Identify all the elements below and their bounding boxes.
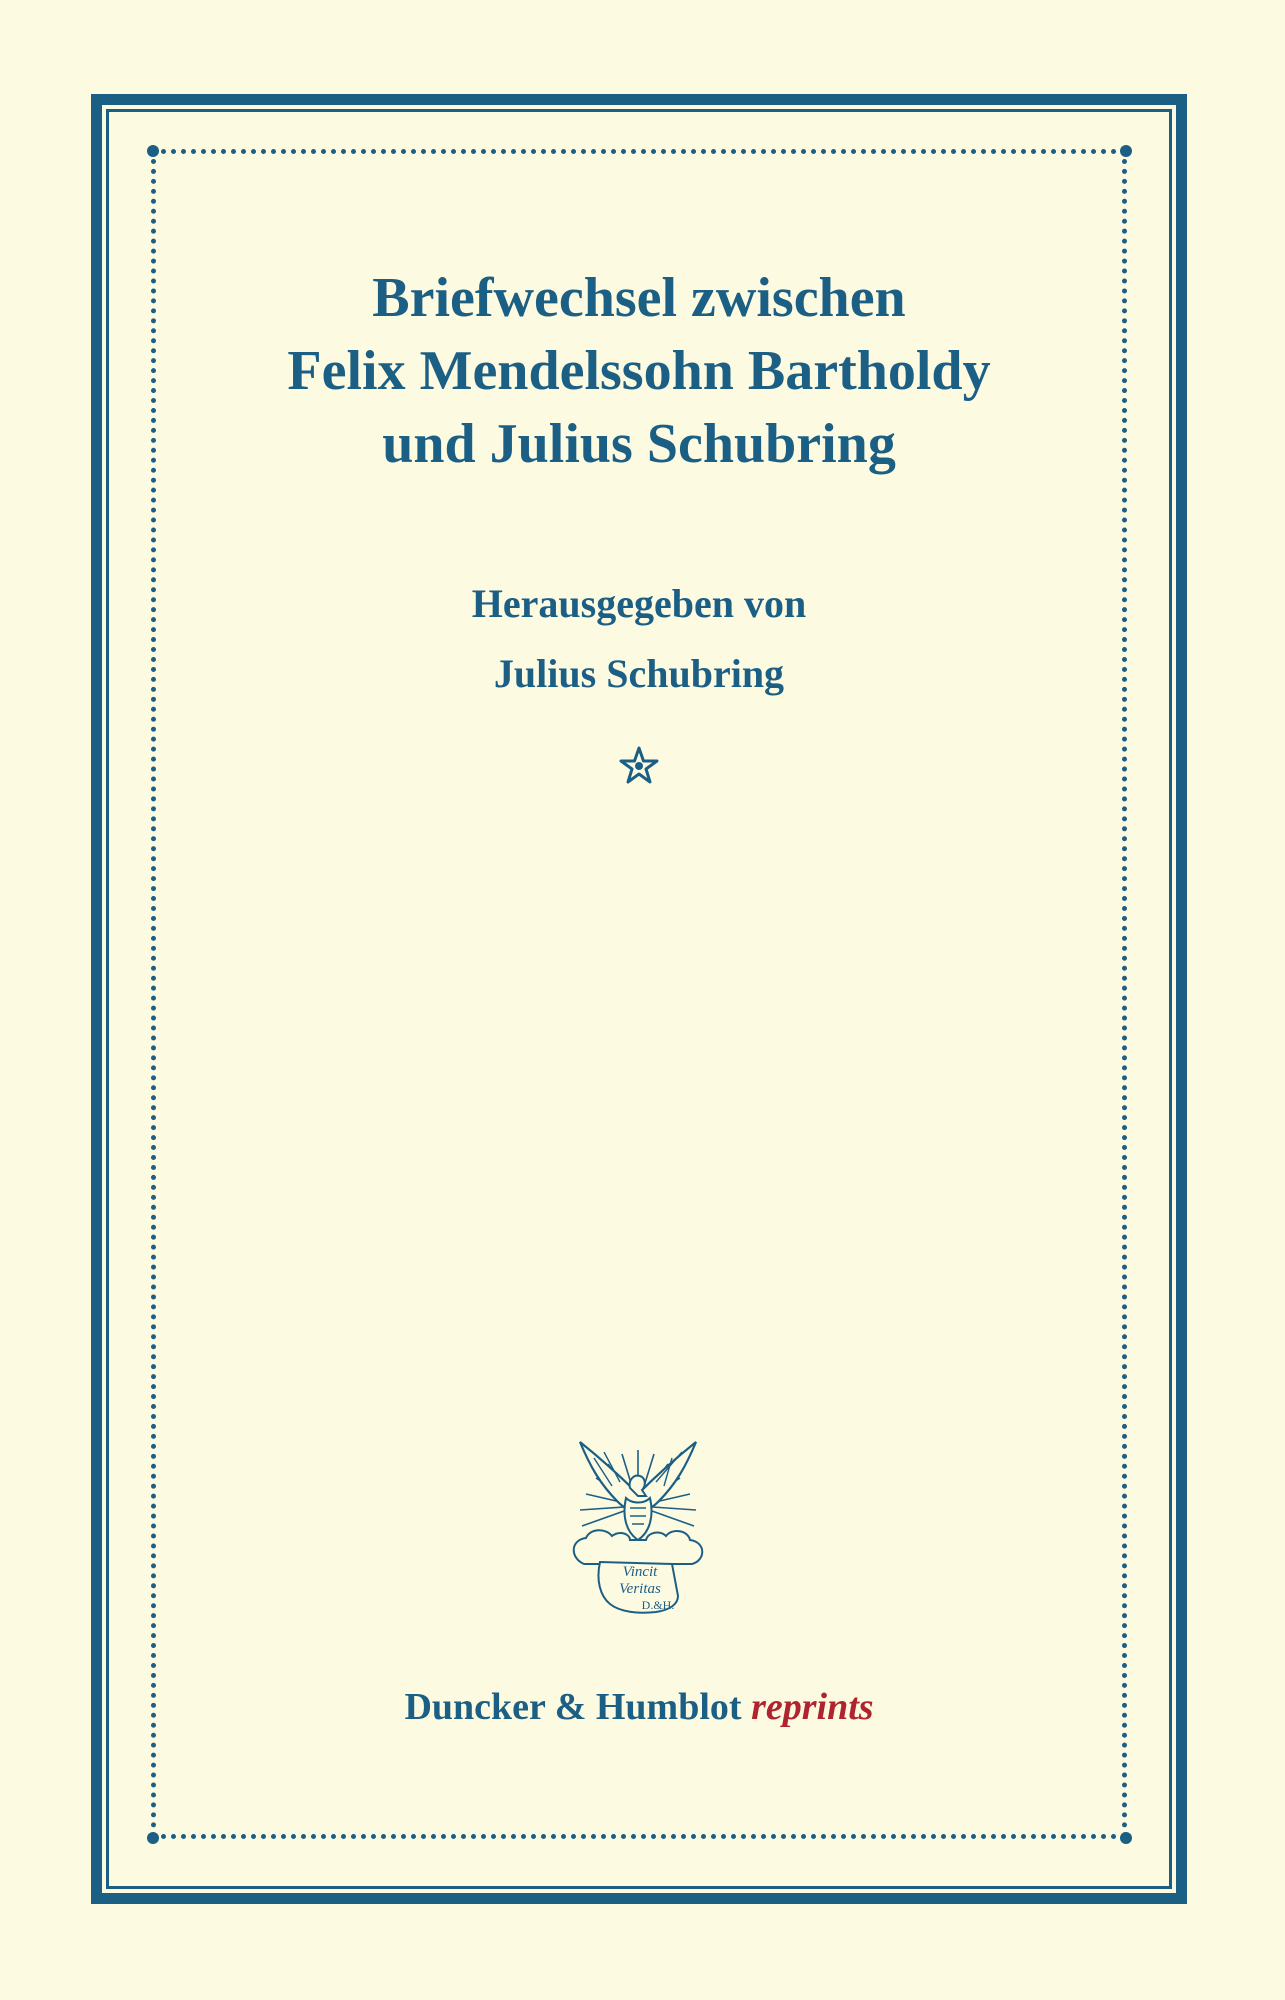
logo-motto-2: Veritas <box>619 1581 661 1597</box>
book-title <box>160 262 1118 481</box>
publisher-imprint <box>160 1684 1118 1730</box>
eagle-logo-icon <box>560 1436 716 1621</box>
publisher-name: Duncker & Humblot <box>404 1686 742 1728</box>
rope-corner-bottom-left <box>147 1832 159 1844</box>
rope-corner-top-right <box>1120 145 1132 157</box>
series-label: reprints <box>751 1686 874 1728</box>
title-line-1: Briefwechsel zwischen <box>372 267 906 329</box>
title-line-2: Felix Mendelssohn Bartholdy <box>287 340 991 402</box>
editor-label: Herausgegeben von <box>471 581 807 626</box>
rope-corner-bottom-right <box>1120 1832 1132 1844</box>
editor-name: Julius Schubring <box>493 651 785 696</box>
logo-monogram: D.&H. <box>641 1598 675 1612</box>
rope-corner-top-left <box>147 145 159 157</box>
logo-motto-1: Vincit <box>622 1564 658 1580</box>
title-line-3: und Julius Schubring <box>382 413 896 475</box>
star-icon <box>618 745 660 787</box>
